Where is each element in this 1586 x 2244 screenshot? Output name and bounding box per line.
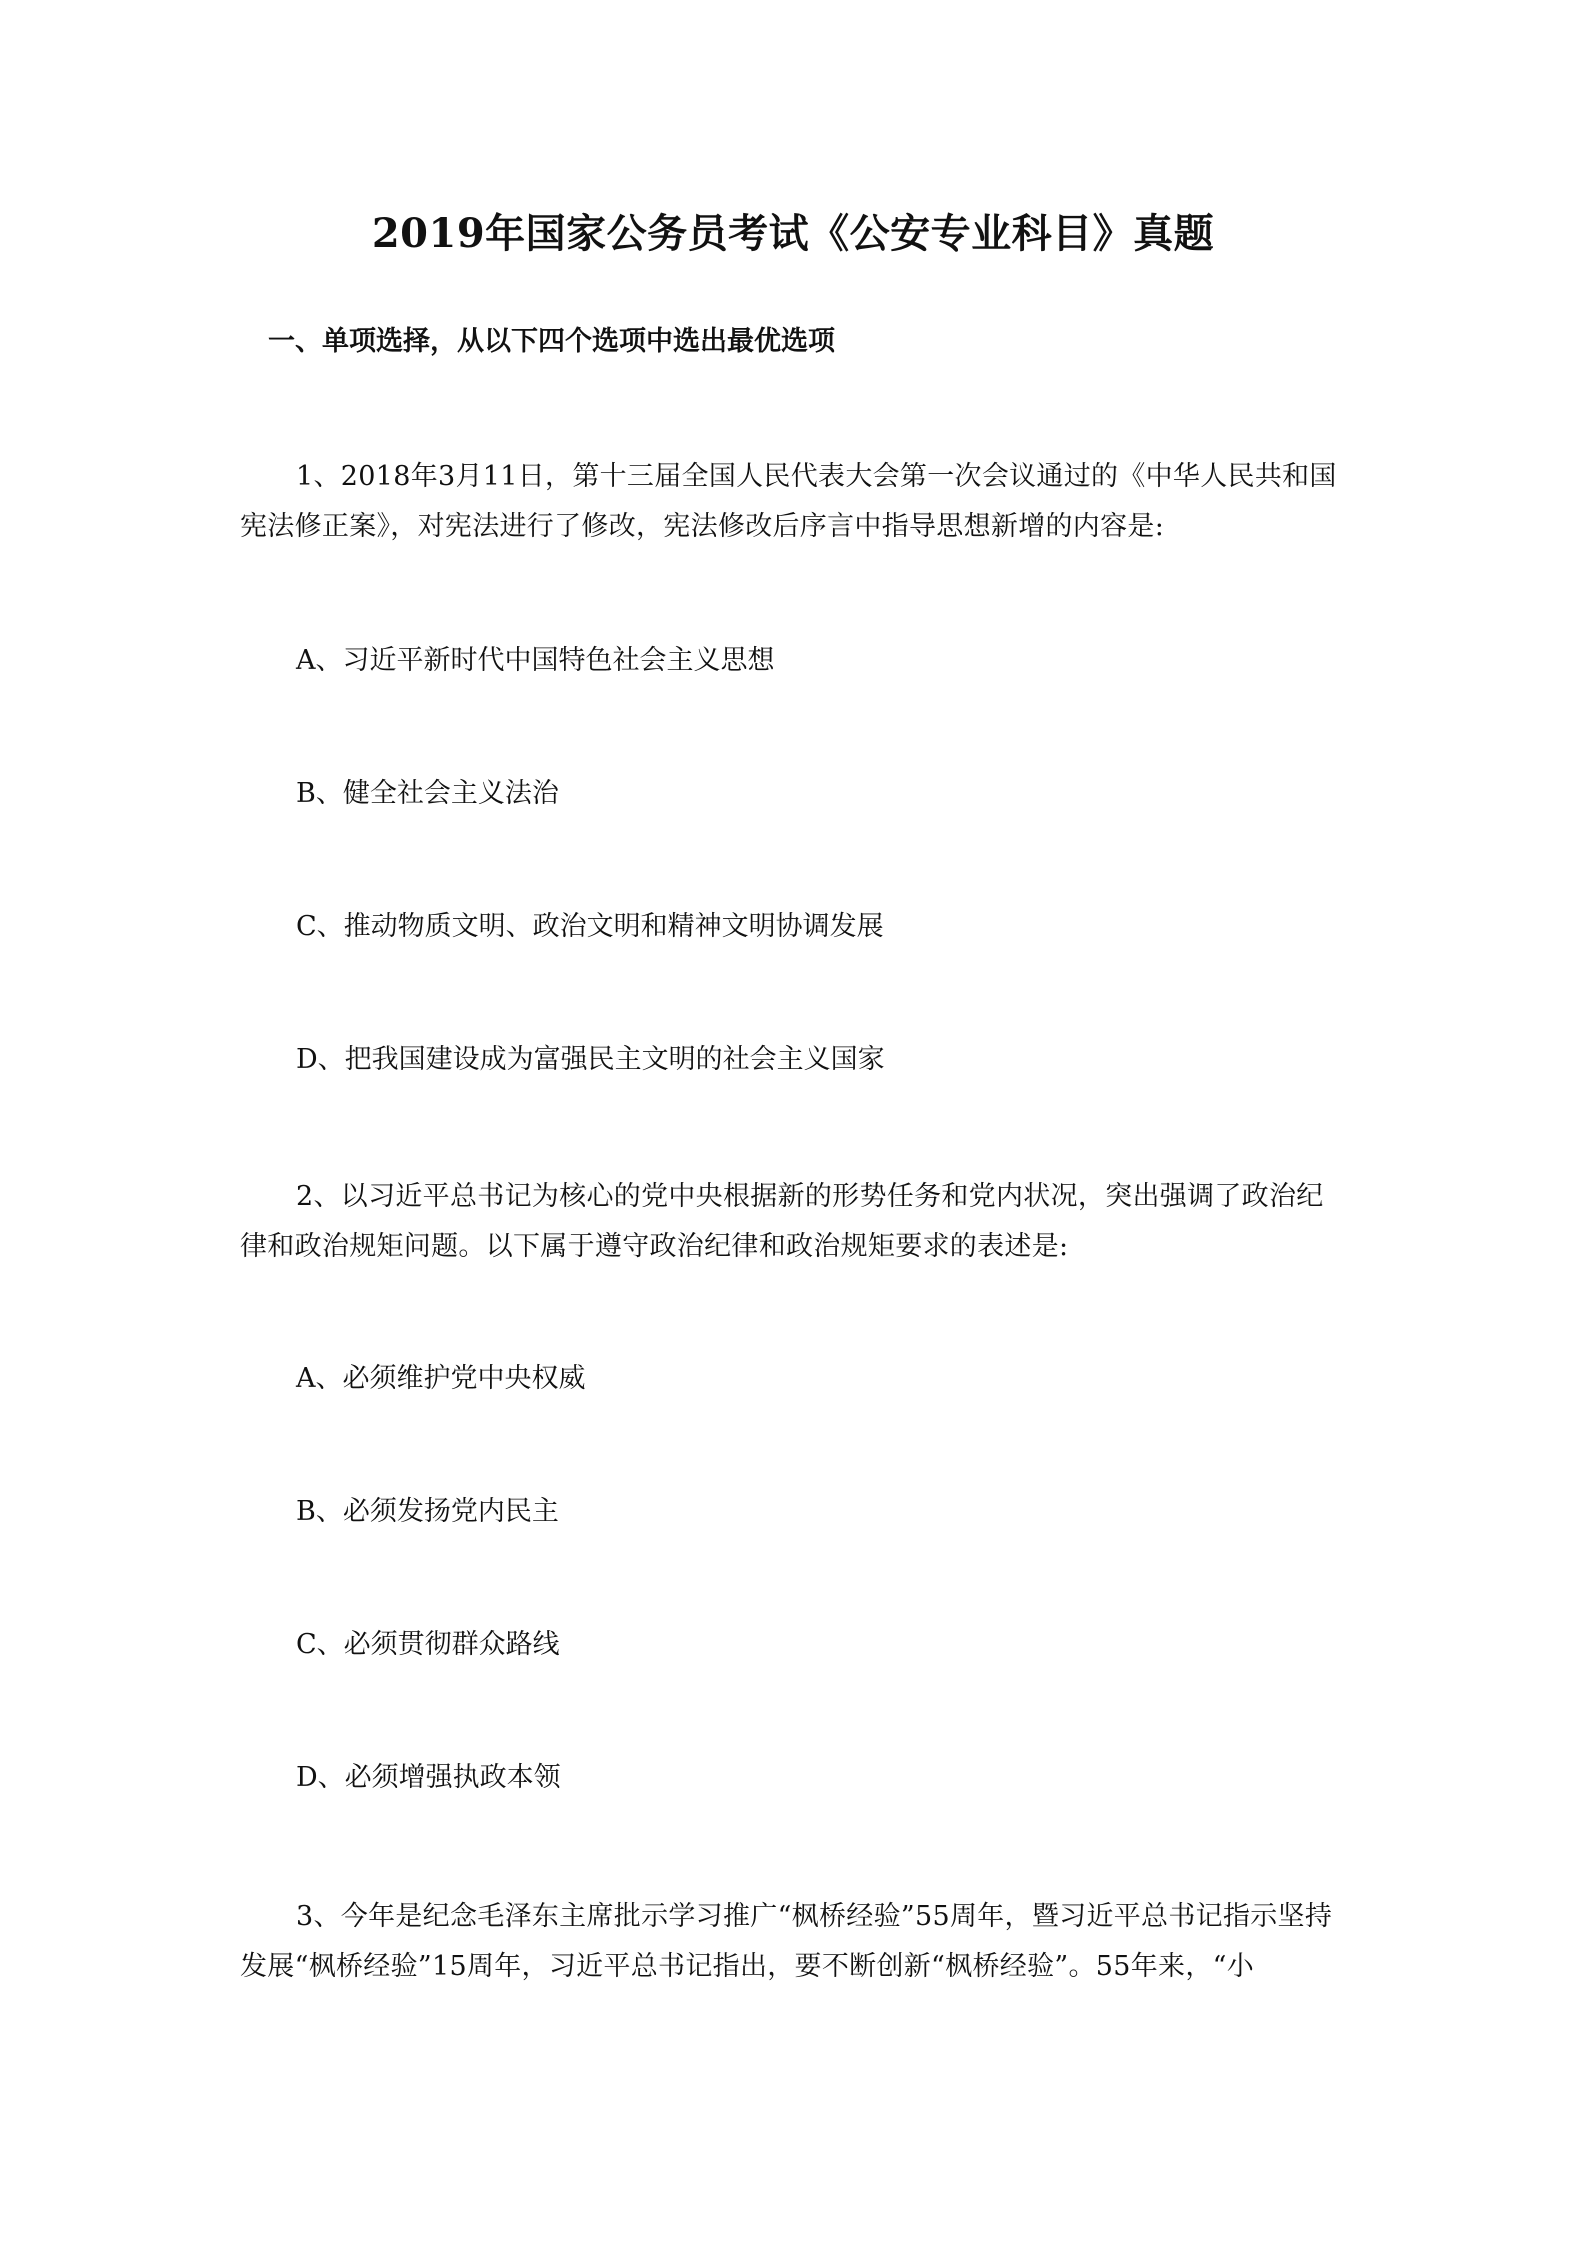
question-2-option-b: B、必须发扬党内民主	[296, 1496, 559, 1527]
question-3-text: 3、今年是纪念毛泽东主席批示学习推广“枫桥经验”55周年，暨习近平总书记指示坚持发展“枫桥经验”15周年，习近平总书记指出，要不断创新“枫桥经验”。55年来，“小	[240, 1901, 1333, 1982]
question-1-option-b: B、健全社会主义法治	[296, 778, 559, 809]
question-1-option-d: D、把我国建设成为富强民主文明的社会主义国家	[296, 1044, 885, 1075]
question-2-text: 2、以习近平总书记为核心的党中央根据新的形势任务和党内状况，突出强调了政治纪律和政治规矩问题。以下属于遵守政治纪律和政治规矩要求的表述是:	[240, 1181, 1324, 1262]
question-1-option-a: A、习近平新时代中国特色社会主义思想	[296, 645, 775, 676]
question-1-text: 1、2018年3月11日，第十三届全国人民代表大会第一次会议通过的《中华人民共和国宪法修正案》，对宪法进行了修改，宪法修改后序言中指导思想新增的内容是:	[240, 461, 1337, 542]
question-2-option-d: D、必须增强执政本领	[296, 1762, 561, 1793]
question-2-option-c: C、必须贯彻群众路线	[296, 1629, 560, 1660]
question-2-option-a: A、必须维护党中央权威	[296, 1363, 586, 1394]
document-title: 2019年国家公务员考试《公安专业科目》真题	[371, 210, 1215, 257]
question-1-option-c: C、推动物质文明、政治文明和精神文明协调发展	[296, 911, 884, 942]
section-heading: 一、单项选择，从以下四个选项中选出最优选项	[268, 326, 835, 357]
